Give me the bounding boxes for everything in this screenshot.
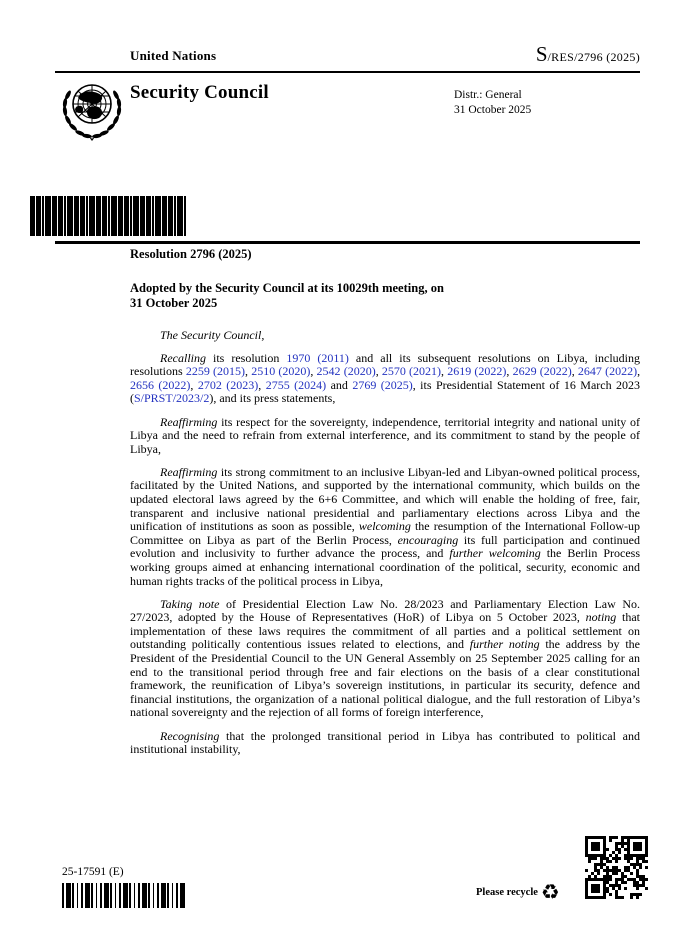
document-symbol-initial: S (535, 42, 548, 66)
paragraph-taking-note (130, 598, 640, 720)
document-reference-link[interactable]: 2542 (2020) (316, 364, 376, 379)
adoption-heading (130, 281, 640, 312)
paragraph-recognising (130, 730, 640, 757)
text-run: , (245, 364, 252, 379)
italic-term: Taking note (160, 596, 220, 611)
adoption-line2: 31 October 2025 (130, 296, 218, 311)
document-reference-link[interactable]: 2647 (2022) (577, 364, 638, 379)
text-run: its full participation and continued evolution and inclusivity to further advance the process, and (130, 532, 640, 561)
text-run: its respect for the sovereignty, independence, territorial integrity and national unity of Libya and the need to refrain from external interference, and its commitment to stand by the people of Libya, (130, 414, 640, 456)
document-reference-link[interactable]: S/PRST/2023/2 (134, 391, 210, 406)
recycle-note (476, 876, 560, 904)
text-run: , (375, 364, 382, 379)
document-reference-link[interactable]: 2755 (2024) (265, 377, 327, 392)
text-run: and all its subsequent resolutions on Libya, including resolutions (130, 350, 640, 379)
paragraph-preamble (130, 329, 640, 343)
text-run: the resumption of the International Follow-up Committee on Libya as part of the Berlin Process, (130, 519, 640, 547)
italic-term: Reaffirming (160, 414, 218, 429)
un-emblem-icon (56, 79, 128, 148)
document-reference-link[interactable]: 2769 (2025) (352, 377, 413, 392)
text-run: ), and its press statements, (209, 391, 336, 406)
ods-barcode-stamp (30, 196, 186, 236)
italic-term: welcoming (358, 519, 411, 534)
adoption-line1: Adopted by the Security Council at its 10029th meeting, on (130, 280, 444, 295)
text-run: , (310, 364, 317, 379)
barcode (62, 883, 186, 908)
distr-line: Distr.: General (454, 89, 522, 101)
masthead-divider (55, 241, 640, 244)
header-divider (55, 71, 640, 73)
document-reference-link[interactable]: 2510 (2020) (251, 364, 311, 379)
date-line: 31 October 2025 (454, 103, 532, 116)
italic-term: Reaffirming (160, 464, 218, 479)
job-number: 25-17591 (E) (62, 866, 124, 878)
distribution-block (454, 88, 531, 117)
document-symbol (536, 42, 640, 67)
document-reference-link[interactable]: 2656 (2022) (130, 377, 191, 392)
text-run: , (506, 364, 513, 379)
text-run: that the prolonged transitional period in Libya has contributed to political and institutional instability, (130, 728, 640, 757)
organ-title: Security Council (130, 82, 269, 103)
text-run: , (258, 377, 266, 392)
text-run: the Berlin Process working groups aimed at enhancing international coordination of the political, security, economic and human rights tracks of the political process in Libya, (130, 546, 640, 588)
text-run: its resolution (205, 350, 287, 365)
text-run: the address by the President of the Presidential Council to the UN General Assembly on 25 September 2025 calling for an end to the transitional period through free and fair elections on the basis of a clear constitutional framework, the reunification of Libya’s sovereign institutions, in particular its security, defence and financial institutions, the organization of a national political dialogue, and the full restoration of Libya’s national sovereignty and the rejection of all forms of foreign interference, (130, 637, 640, 720)
text-run: , (441, 364, 448, 379)
document-reference-link[interactable]: 2570 (2021) (381, 364, 442, 379)
document-reference-link[interactable]: 2259 (2015) (185, 364, 246, 379)
italic-term: further welcoming (449, 546, 541, 561)
italic-term: The Security Council, (160, 327, 265, 342)
italic-term: encouraging (397, 532, 459, 547)
paragraph-reaffirming-political-process (130, 466, 640, 588)
document-reference-link[interactable]: 2619 (2022) (447, 364, 507, 379)
text-run: , its Presidential Statement of 16 March 2023 ( (130, 377, 641, 406)
document-reference-link[interactable]: 2702 (2023) (197, 377, 259, 392)
italic-term: noting (585, 610, 617, 625)
recycle-label: Please recycle (476, 887, 538, 898)
text-run: its strong commitment to an inclusive Libyan-led and Libyan-owned political process, facilitated by the United Nations, and supported by the international community, which builds on the updated electoral laws agreed by the 6+6 Committee, and which will enable the holding of free, fair, transparent and inclusive national presidential and parliamentary elections across Libya and the unification of institutions as soon as possible, (130, 464, 640, 534)
org-name: United Nations (130, 48, 217, 63)
document-reference-link[interactable]: 2629 (2022) (512, 364, 572, 379)
text-run: , (637, 364, 641, 379)
text-run: that implementation of these laws requires the commitment of all parties and a political settlement on outstanding politically contentious issues related to elections, and (130, 610, 640, 652)
text-run: , (190, 377, 198, 392)
text-run: , (571, 364, 578, 379)
recycle-icon: ♻ (540, 880, 560, 904)
italic-term: further noting (469, 637, 540, 652)
resolution-title: Resolution 2796 (2025) (130, 247, 252, 261)
document-reference-link[interactable]: 1970 (2011) (286, 350, 349, 365)
resolution-body (130, 248, 640, 766)
italic-term: Recognising (160, 728, 220, 743)
document-symbol-rest: /RES/2796 (2025) (547, 50, 640, 64)
paragraph-recalling (130, 352, 640, 406)
text-run: and (326, 377, 353, 392)
text-run: of Presidential Election Law No. 28/2023 and Parliamentary Election Law No. 27/2023, adopted by the House of Representatives (HoR) of Libya on 5 October 2023, (130, 596, 640, 625)
qr-code (585, 836, 648, 899)
paragraph-reaffirming-sovereignty (130, 416, 640, 457)
italic-term: Recalling (160, 350, 206, 365)
